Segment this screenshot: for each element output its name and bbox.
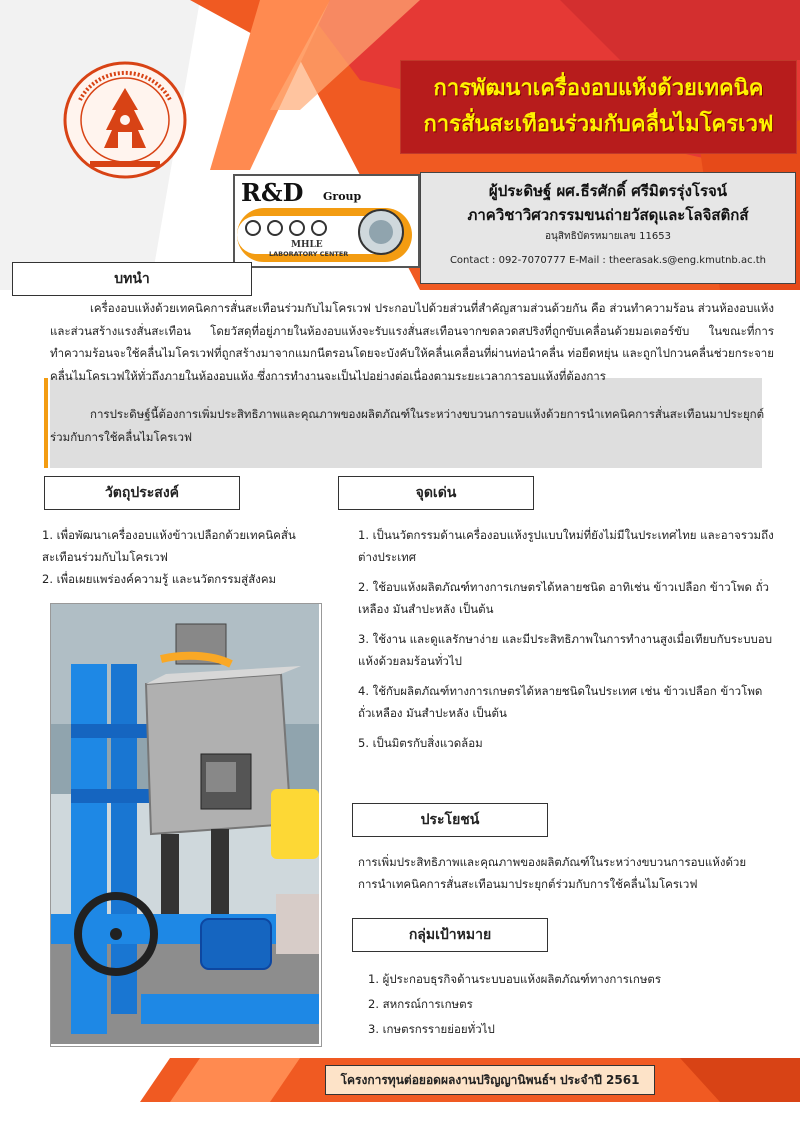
highlight-item-4: 4. ใช้กับผลิตภัณฑ์ทางการเกษตรได้หลายชนิดในประเทศ เช่น ข้าวเปลือก ข้าวโพด ถั่วเหลือง มันสำปะหลัง เป็นต้น: [358, 684, 763, 720]
objectives-label: วัตถุประสงค์: [44, 476, 240, 510]
title-line-2: การสั่นสะเทือนร่วมกับคลื่นไมโครเวฟ: [423, 112, 774, 137]
intro-paragraph-2: การประดิษฐ์นี้ต้องการเพิ่มประสิทธิภาพและคุณภาพของผลิตภัณฑ์ในระหว่างขบวนการอบแห้งด้วยการนำเทคนิคการสั่นสะเทือนมาประยุกต์ร่วมกับการใช้คลื่นไมโครเวฟ: [50, 407, 765, 444]
intro-accent-bar: [44, 378, 48, 468]
patent-number: อนุสิทธิบัตรหมายเลข 11653: [545, 231, 671, 242]
objective-item-2: 2. เพื่อเผยแพร่องค์ความรู้ และนวัตกรรมสู่สังคม: [42, 572, 277, 586]
objective-item-1: 1. เพื่อพัฒนาเครื่องอบแห้งข้าวเปลือกด้วยเทคนิคสั่นสะเทือนร่วมกับไมโครเวฟ: [42, 528, 296, 564]
highlights-label: จุดเด่น: [338, 476, 534, 510]
title-box: [400, 60, 797, 154]
rd-lab: LABORATORY CENTER: [269, 250, 349, 258]
intro-paragraph-1: เครื่องอบแห้งด้วยเทคนิคการสั่นสะเทือนร่วมกับไมโครเวฟ ประกอบไปด้วยส่วนที่สำคัญสามส่วนด้วยกัน คือ ส่วนทำความร้อน ส่วนห้องอบแห้ง และส่วนสร้างแรงสั่นสะเทือน โดยวัสดุที่อยู่ภายในห้องอบแห้งจะรับแรงสั่นสะเทือนจากขดลวดสปริงที่ถูกขับเคลื่อนด้วยมอเตอร์ขับ ในขณะที่การทำความร้อนจะใช้คลื่นไมโครเวฟที่ถูกสร้างมาจากแมกนีตรอนโดยจะบังคับให้คลื่นเคลื่อนที่ผ่านท่อนำคลื่น ท่อยืดหยุ่น และถูกไปกวนคลื่นช่วยกระจายคลื่นไมโครเวฟให้ทั่วถึงภายในห้องอบแห้ง ซึ่งการทำงานจะเป็นไปอย่างต่อเนื่องตามระยะเวลาการอบแห้งที่ต้องการ: [50, 301, 774, 383]
benefits-text: การเพิ่มประสิทธิภาพและคุณภาพของผลิตภัณฑ์ในระหว่างขบวนการอบแห้งด้วยการนำเทคนิคการสั่นสะเทือนมาประยุกต์ร่วมกับการใช้คลื่นไมโครเวฟ: [358, 855, 747, 891]
footer-project-label: โครงการทุนต่อยอดผลงานปริญญานิพนธ์ฯ ประจำปี 2561: [325, 1065, 655, 1095]
department-name: ภาควิชาวิศวกรรมขนถ่ายวัสดุและโลจิสติกส์: [467, 206, 749, 224]
machine-photo: [51, 604, 319, 1044]
university-logo: [60, 60, 190, 180]
target-item-3: 3. เกษตรกรรายย่อยทั่วไป: [368, 1022, 495, 1036]
target-list: [368, 968, 774, 1040]
rd-group: Group: [323, 190, 362, 203]
rd-title: R&D: [241, 178, 304, 207]
title-line-1: การพัฒนาเครื่องอบแห้งด้วยเทคนิค: [433, 76, 764, 101]
highlight-item-3: 3. ใช้งาน และดูแลรักษาง่าย และมีประสิทธิภาพในการทำงานสูงเมื่อเทียบกับระบบอบแห้งด้วยลมร้อนทั่วไป: [358, 632, 773, 668]
benefits-label: ประโยชน์: [352, 803, 548, 837]
highlights-list: [358, 524, 774, 762]
highlight-item-1: 1. เป็นนวัตกรรมด้านเครื่องอบแห้งรูปแบบใหม่ที่ยังไม่มีในประเทศไทย และอาจรวมถึงต่างประเทศ: [358, 528, 774, 564]
machine-photo-frame: [50, 603, 322, 1047]
inventor-info-box: [420, 172, 796, 284]
rd-group-logo: [233, 174, 420, 268]
target-item-1: 1. ผู้ประกอบธุรกิจด้านระบบอบแห้งผลิตภัณฑ์ทางการเกษตร: [368, 972, 662, 986]
inventor-name: ผู้ประดิษฐ์ ผศ.ธีรศักดิ์ ศรีมิตรรุ่งโรจน์: [488, 182, 728, 200]
highlight-item-5: 5. เป็นมิตรกับสิ่งแวดล้อม: [358, 736, 483, 750]
target-item-2: 2. สหกรณ์การเกษตร: [368, 997, 473, 1011]
intro-label: บทนำ: [12, 262, 252, 296]
highlight-item-2: 2. ใช้อบแห้งผลิตภัณฑ์ทางการเกษตรได้หลายชนิด อาทิเช่น ข้าวเปลือก ข้าวโพด ถั่วเหลือง มันสำปะหลัง เป็นต้น: [358, 580, 770, 616]
rd-mhle: MHLE: [291, 240, 323, 250]
contact-info: Contact : 092-7070777 E-Mail : theerasak.s@eng.kmutnb.ac.th: [449, 255, 767, 266]
objectives-list: [42, 524, 322, 590]
target-label: กลุ่มเป้าหมาย: [352, 918, 548, 952]
